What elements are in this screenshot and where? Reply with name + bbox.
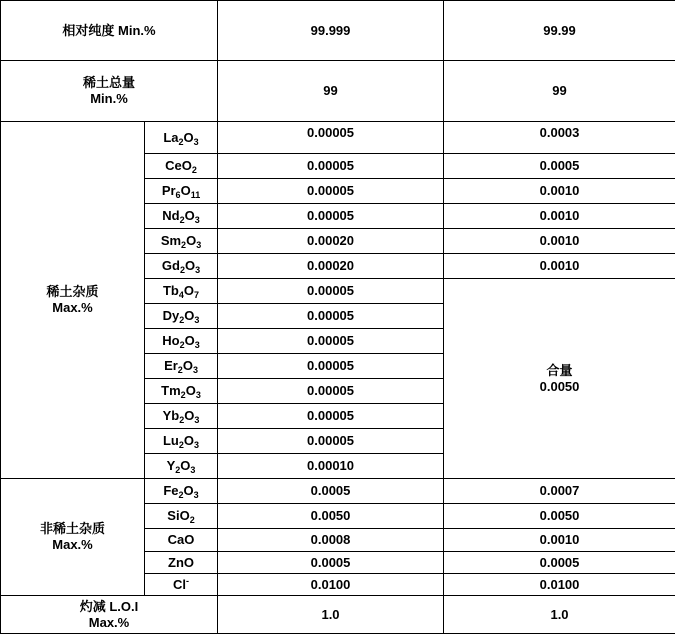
formula-subscript: 2 — [178, 365, 183, 375]
formula-subscript: 2 — [180, 340, 185, 350]
formula-base: Cl — [173, 577, 186, 592]
formula-subscript: 11 — [191, 190, 201, 200]
grade-b-value: 0.0010 — [444, 529, 675, 552]
formula-base: ZnO — [168, 555, 194, 570]
formula-subscript: 2 — [179, 137, 184, 147]
grade-b-value: 0.0050 — [444, 504, 675, 529]
formula-cell — [145, 179, 218, 204]
total-re-label-line1: 稀土总量 — [1, 75, 217, 91]
formula-cell — [145, 122, 218, 154]
grade-b-value: 0.0010 — [444, 204, 675, 229]
total-re-grade-a: 99 — [218, 61, 444, 122]
formula-cell — [145, 354, 218, 379]
formula-cell — [145, 204, 218, 229]
formula-oxygen: O — [181, 183, 191, 198]
formula-subscript: 2 — [179, 440, 184, 450]
formula-subscript: 2 — [179, 490, 184, 500]
formula-base: CaO — [168, 532, 195, 547]
formula-cell — [145, 329, 218, 354]
grade-a-value: 0.00005 — [218, 179, 444, 204]
total-re-row — [1, 61, 675, 122]
grade-a-value: 0.00020 — [218, 229, 444, 254]
formula-cell — [145, 279, 218, 304]
formula-oxygen: O — [183, 358, 193, 373]
grade-a-value: 0.00005 — [218, 354, 444, 379]
purity-grade-b: 99.99 — [444, 1, 675, 61]
non-re-impurities-label-line1: 非稀土杂质 — [1, 521, 144, 537]
grade-a-value: 0.00005 — [218, 429, 444, 454]
loi-grade-b: 1.0 — [444, 596, 675, 634]
grade-a-value: 0.0050 — [218, 504, 444, 529]
grade-b-value: 0.0007 — [444, 479, 675, 504]
loi-grade-a: 1.0 — [218, 596, 444, 634]
grade-a-value: 0.00005 — [218, 329, 444, 354]
formula-base: Tb — [163, 283, 179, 298]
total-re-grade-b: 99 — [444, 61, 675, 122]
re-impurities-label-line1: 稀土杂质 — [1, 284, 144, 300]
formula-base: Er — [164, 358, 178, 373]
grade-b-value: 0.0005 — [444, 552, 675, 574]
formula-cell — [145, 154, 218, 179]
formula-subscript: 3 — [196, 390, 201, 400]
formula-oxygen: O — [185, 208, 195, 223]
non-re-impurities-label-line2: Max.% — [1, 537, 144, 553]
formula-oxygen: O — [184, 483, 194, 498]
formula-subscript: 2 — [190, 515, 195, 525]
grade-b-value: 0.0100 — [444, 574, 675, 596]
formula-cell — [145, 404, 218, 429]
formula-cell — [145, 529, 218, 552]
grade-a-value: 0.0100 — [218, 574, 444, 596]
re-impurities-label — [1, 122, 145, 479]
grade-b-value: 0.0010 — [444, 229, 675, 254]
formula-subscript: 2 — [179, 315, 184, 325]
formula-cell — [145, 574, 218, 596]
grade-a-value: 0.00005 — [218, 404, 444, 429]
formula-base: Y — [167, 458, 176, 473]
formula-oxygen: O — [185, 258, 195, 273]
combined-value: 0.0050 — [444, 379, 675, 395]
formula-subscript: 6 — [176, 190, 181, 200]
formula-subscript: 2 — [179, 415, 184, 425]
grade-a-value: 0.00010 — [218, 454, 444, 479]
formula-subscript: 3 — [195, 215, 200, 225]
formula-cell — [145, 454, 218, 479]
re-impurity-row — [1, 122, 675, 154]
grade-a-value: 0.0008 — [218, 529, 444, 552]
grade-a-value: 0.00005 — [218, 304, 444, 329]
formula-cell — [145, 304, 218, 329]
grade-b-value: 0.0005 — [444, 154, 675, 179]
formula-subscript: 3 — [194, 137, 199, 147]
formula-oxygen: O — [185, 333, 195, 348]
grade-a-value: 0.00005 — [218, 379, 444, 404]
formula-cell — [145, 479, 218, 504]
formula-oxygen: O — [180, 458, 190, 473]
formula-base: Sm — [161, 233, 181, 248]
grade-a-value: 0.0005 — [218, 479, 444, 504]
formula-base: SiO — [167, 508, 189, 523]
formula-subscript: 3 — [190, 465, 195, 475]
formula-subscript: 2 — [175, 465, 180, 475]
total-re-label — [1, 61, 218, 122]
grade-a-value: 0.00005 — [218, 279, 444, 304]
formula-cell — [145, 552, 218, 574]
formula-subscript: 2 — [181, 240, 186, 250]
formula-subscript: 3 — [194, 440, 199, 450]
grade-a-value: 0.00005 — [218, 204, 444, 229]
formula-base: Ho — [162, 333, 179, 348]
loi-label-line2: Max.% — [1, 615, 217, 631]
formula-base: Fe — [163, 483, 178, 498]
formula-oxygen: O — [184, 130, 194, 145]
purity-grade-a: 99.999 — [218, 1, 444, 61]
grade-b-value: 0.0003 — [444, 122, 675, 154]
formula-subscript: 3 — [194, 490, 199, 500]
formula-cell — [145, 504, 218, 529]
formula-subscript: 2 — [180, 265, 185, 275]
formula-subscript: 3 — [193, 365, 198, 375]
total-re-label-line2: Min.% — [1, 91, 217, 107]
formula-subscript: 7 — [194, 290, 199, 300]
purity-row — [1, 1, 675, 61]
formula-subscript: 3 — [194, 315, 199, 325]
formula-oxygen: O — [184, 308, 194, 323]
formula-subscript: 3 — [194, 415, 199, 425]
formula-subscript: 2 — [192, 165, 197, 175]
formula-superscript: - — [186, 576, 189, 586]
loi-label-line1: 灼减 L.O.I — [1, 599, 217, 615]
combined-total-cell — [444, 279, 675, 479]
formula-base: Gd — [162, 258, 180, 273]
grade-a-value: 0.0005 — [218, 552, 444, 574]
formula-cell — [145, 379, 218, 404]
formula-oxygen: O — [184, 433, 194, 448]
grade-a-value: 0.00005 — [218, 154, 444, 179]
formula-oxygen: O — [184, 283, 194, 298]
formula-cell — [145, 429, 218, 454]
non-re-impurity-row — [1, 479, 675, 504]
formula-base: Pr — [162, 183, 176, 198]
purity-label: 相对纯度 Min.% — [1, 1, 218, 61]
formula-oxygen: O — [186, 383, 196, 398]
formula-cell — [145, 229, 218, 254]
formula-base: Tm — [161, 383, 181, 398]
formula-base: Nd — [162, 208, 179, 223]
formula-subscript: 2 — [180, 215, 185, 225]
grade-b-value: 0.0010 — [444, 179, 675, 204]
formula-subscript: 3 — [195, 265, 200, 275]
formula-base: Dy — [163, 308, 180, 323]
formula-base: Yb — [163, 408, 180, 423]
formula-base: CeO — [165, 158, 192, 173]
grade-b-value: 0.0010 — [444, 254, 675, 279]
formula-base: La — [163, 130, 178, 145]
formula-base: Lu — [163, 433, 179, 448]
formula-subscript: 4 — [179, 290, 184, 300]
combined-label: 合量 — [444, 363, 675, 379]
formula-oxygen: O — [184, 408, 194, 423]
formula-cell — [145, 254, 218, 279]
grade-a-value: 0.00020 — [218, 254, 444, 279]
formula-subscript: 3 — [195, 340, 200, 350]
formula-oxygen: O — [186, 233, 196, 248]
formula-subscript: 2 — [181, 390, 186, 400]
re-impurities-label-line2: Max.% — [1, 300, 144, 316]
grade-a-value: 0.00005 — [218, 122, 444, 154]
formula-subscript: 3 — [196, 240, 201, 250]
non-re-impurities-label — [1, 479, 145, 596]
